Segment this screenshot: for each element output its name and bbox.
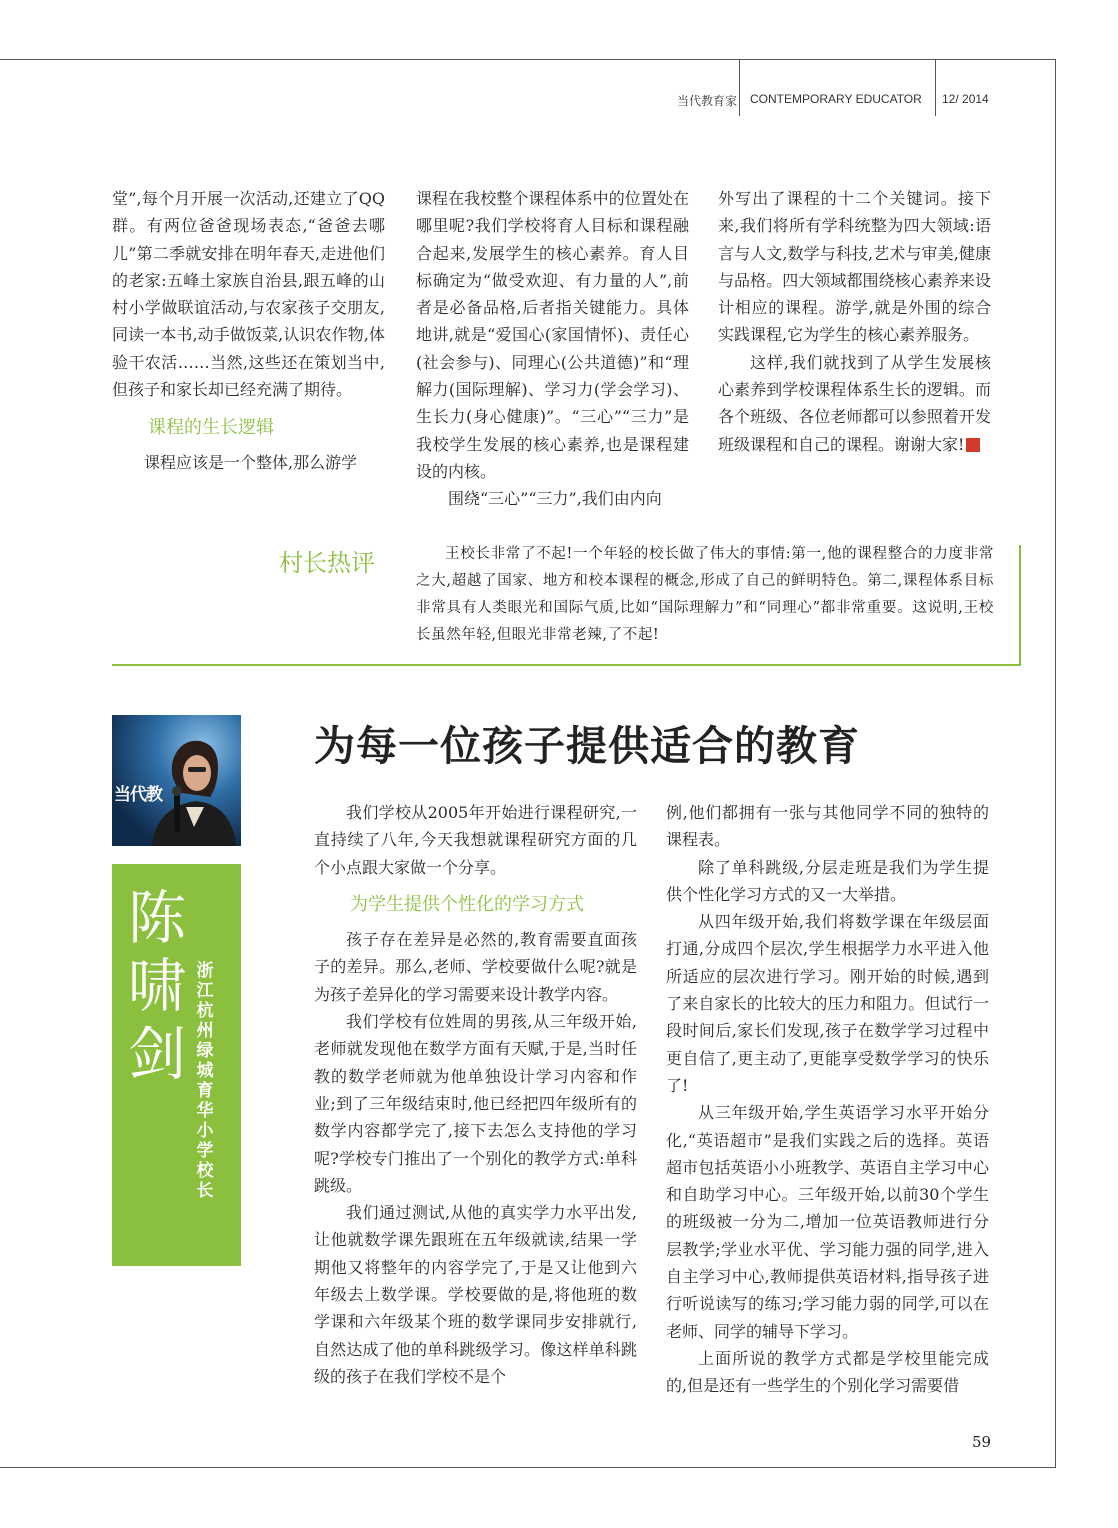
article-left-column: [314, 799, 637, 1390]
author-box: [112, 864, 241, 1266]
paragraph: [718, 349, 1009, 458]
paragraph: 外写出了课程的十二个关键词。接下来,我们将所有学科统整为四大领域:语言与人文,数学与科技,艺术与审美,健康与品格。四大领域都围绕核心素养来设计相应的课程。游学,就是外围的综合实践课程,它为学生的核心素养服务。: [718, 189, 991, 345]
article-title: 为每一位孩子提供适合的教育: [314, 722, 860, 770]
review-paragraph: 王校长非常了不起!一个年轻的校长做了伟大的事情:第一,他的课程整合的力度非常之大,超越了国家、地方和校本课程的概念,形成了自己的鲜明特色。第二,课程体系目标非常具有人类眼光和国际气质,比如“国际理解力”和“同理心”都非常重要。这说明,王校长虽然年轻,但眼光非常老辣,了不起!: [416, 546, 994, 643]
review-border-right: [1019, 545, 1021, 666]
top-column-2: [416, 185, 689, 513]
photo-caption-text: 当代教: [114, 785, 162, 805]
paragraph: 除了单科跳级,分层走班是我们为学生提供个性化学习方式的又一大举措。: [666, 857, 989, 904]
paragraph: 从三年级开始,学生英语学习水平开始分化,“英语超市”是我们实践之后的选择。英语超市包括英语小小班教学、英语自主学习中心和自助学习中心。三年级开始,以前30个学生的班级被一分为二,增加一位英语教师进行分层教学;学业水平优、学习能力强的同学,进入自主学习中心,教师提供英语材料,指导孩子进行听说读写的练习;学习能力弱的同学,可以在老师、同学的辅导下学习。: [666, 1103, 989, 1341]
frame-bottom-line: [0, 1467, 1056, 1468]
paragraph: 我们学校从2005年开始进行课程研究,一直持续了八年,今天我想就课程研究方面的几个小点跟大家做一个分享。: [314, 803, 637, 877]
page-number: 59: [972, 1433, 992, 1451]
header-divider-2: [935, 60, 936, 116]
review-label: 村长热评: [279, 549, 375, 577]
author-title: 浙江杭州绿城育华小学校长: [196, 961, 214, 1201]
paragraph: 课程在我校整个课程体系中的位置处在哪里呢?我们学校将育人目标和课程融合起来,发展学生的核心素养。育人目标确定为“做受欢迎、有力量的人”,前者是必备品格,后者指关键能力。具体地讲,就是“爱国心(家国情怀)、责任心(社会参与)、同理心(公共道德)”和“理解力(国际理解)、学习力(学会学习)、生长力(身心健康)”。“三心”“三力”是我校学生发展的核心素养,也是课程建设的内核。: [416, 189, 689, 481]
article-right-column: [666, 799, 989, 1400]
header-issue: 12/ 2014: [942, 92, 989, 106]
top-column-3: [718, 185, 1009, 458]
paragraph: 上面所说的教学方式都是学校里能完成的,但是还有一些学生的个别化学习需要借: [666, 1348, 989, 1396]
author-photo: [112, 715, 241, 846]
paragraph: 围绕“三心”“三力”,我们由内向: [448, 489, 662, 509]
paragraph: 堂”,每个月开展一次活动,还建立了QQ群。有两位爸爸现场表态,“爸爸去哪儿”第二季就安排在明年春天,走进他们的老家:五峰土家族自治县,跟五峰的山村小学做联谊活动,与农家孩子交朋友,同读一本书,动手做饭菜,认识农作物,体验干农活……当然,这些还在策划当中,但孩子和家长却已经充满了期待。: [112, 189, 385, 400]
section-subhead: 为学生提供个性化的学习方式: [350, 893, 584, 915]
paragraph: 孩子存在差异是必然的,教育需要直面孩子的差异。那么,老师、学校要做什么呢?就是为孩子差异化的学习需要来设计教学内容。: [314, 930, 637, 1004]
paragraph: 我们学校有位姓周的男孩,从三年级开始,老师就发现他在数学方面有天赋,于是,当时任教的数学老师就为他单独设计学习内容和作业;到了三年级结束时,他已经把四年级所有的数学内容都学完了,接下去怎么支持他的学习呢?学校专门推出了一个别化的教学方式:单科跳级。: [314, 1012, 637, 1195]
paragraph: 课程应该是一个整体,那么游学: [144, 452, 358, 472]
top-column-1: [112, 185, 385, 476]
paragraph-text: 这样,我们就找到了从学生发展核心素养到学校课程体系生长的逻辑。而各个班级、各位老师都可以参照着开发班级课程和自己的课程。谢谢大家!: [718, 352, 991, 454]
paragraph: 从四年级开始,我们将数学课在年级层面打通,分成四个层次,学生根据学力水平进入他所适应的层次进行学习。刚开始的时候,遇到了来自家长的比较大的压力和阻力。但试行一段时间后,家长们发现,孩子在数学学习过程中更自信了,更主动了,更能享受数学学习的快乐了!: [666, 912, 989, 1095]
end-mark-icon: 家: [966, 438, 980, 452]
author-name: 陈啸剑: [127, 884, 186, 1088]
header-divider-1: [739, 60, 740, 116]
header-magazine-en: CONTEMPORARY EDUCATOR: [750, 92, 922, 106]
frame-top-line: [0, 59, 1056, 60]
review-border-bottom: [112, 664, 1021, 666]
paragraph: 我们通过测试,从他的真实学力水平出发,让他就数学课先跟班在五年级就读,结果一学期他又将整年的内容学完了,于是又让他到六年级去上数学课。学校要做的是,将他班的数学课和六年级某个班的数学课同步安排就行,自然达成了他的单科跳级学习。像这样单科跳级的孩子在我们学校不是个: [314, 1203, 637, 1386]
section-subhead: 课程的生长逻辑: [148, 417, 274, 439]
review-text: [416, 541, 994, 649]
frame-right-line: [1055, 59, 1056, 1468]
paragraph: 例,他们都拥有一张与其他同学不同的独特的课程表。: [666, 803, 989, 850]
header-magazine-cn: 当代教育家: [677, 94, 738, 108]
